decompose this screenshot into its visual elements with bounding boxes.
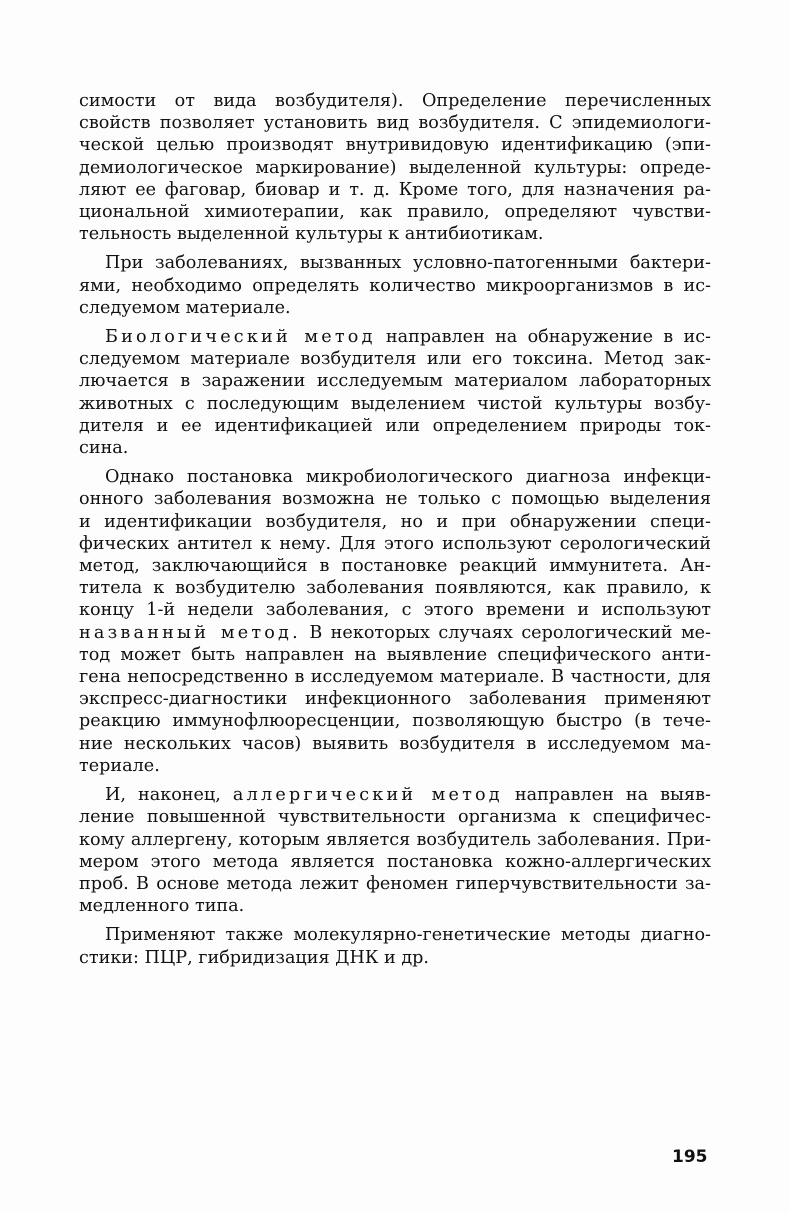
text-line: проб. В основе метода лежит феномен гиперчувствительности за- [79,873,711,894]
text-line: следуемом материале. [79,297,291,318]
text-fragment: направлен на обнаружение в ис- [375,327,711,348]
term-named-method: названный метод. [79,622,301,643]
text-fragment: В некоторых случаях серологический ме- [300,622,711,643]
text-line: лючается в заражении исследуемым материалом лабораторных [79,371,711,392]
paragraph-4 [79,466,711,777]
text-line: фических антител к нему. Для этого используют серологический [79,533,711,554]
text-line: циональной химиотерапии, как правило, определяют чувстви- [79,202,711,223]
text-line: ние нескольких часов) выявить возбудителя в исследуемом ма- [79,733,711,754]
text-line [79,784,711,806]
text-line: животных с последующим выделением чистой культуры возбу- [79,393,711,414]
text-line: медленного типа. [79,896,245,917]
text-line: тод может быть направлен на выявление специфического анти- [79,644,711,665]
text-line: демиологическое маркирование) выделенной культуры: опреде- [79,157,711,178]
term-biological-method: Биологический метод [105,327,376,348]
text-line: гена непосредственно в исследуемом материале. В частности, для [79,667,711,688]
paragraph-3 [79,326,711,459]
text-line: симости от вида возбудителя). Определение перечисленных [79,91,711,111]
text-line: следуемом материале возбудителя или его токсина. Метод зак- [79,349,711,370]
paragraph-2 [79,252,711,319]
body-text [79,90,711,976]
text-line: ление повышенной чувствительности организма к специфичес- [79,807,711,828]
text-line [79,326,711,348]
text-line: стики: ПЦР, гибридизация ДНК и др. [79,947,430,968]
text-line [79,622,711,644]
text-line: териале. [79,755,160,776]
text-fragment: И, наконец, [105,785,233,806]
text-line: экспресс-диагностики инфекционного заболевания применяют [79,689,711,710]
text-line: мером этого метода является постановка кожно-аллергических [79,851,711,872]
page-number: 195 [672,1147,708,1167]
text-fragment: направлен на выяв- [502,785,711,806]
text-line: и идентификации возбудителя, но и при обнаружении специ- [79,511,711,532]
text-line: Однако постановка микробиологического диагноза инфекци- [105,467,711,488]
text-line: концу 1-й недели заболевания, с этого времени и используют [79,600,711,621]
text-line: Применяют также молекулярно-генетические методы диагно- [105,925,711,946]
text-line: При заболеваниях, вызванных условно-патогенными бактери- [105,253,711,274]
text-line: тельность выделенной культуры к антибиотикам. [79,224,544,245]
text-line: сина. [79,438,129,459]
text-line: реакцию иммунофлюоресценции, позволяющую быстро (в тече- [79,711,711,732]
paragraph-5 [79,784,711,917]
text-line: кому аллергену, которым является возбудитель заболевания. При- [79,829,711,850]
text-line: титела к возбудителю заболевания появляются, как правило, к [79,578,711,599]
text-line: дителя и ее идентификацией или определением природы ток- [79,415,711,436]
paragraph-1 [79,90,711,245]
text-line: метод, заключающийся в постановке реакций иммунитета. Ан- [79,556,711,577]
text-line: ляют ее фаговар, биовар и т. д. Кроме того, для назначения ра- [79,179,711,200]
text-line: ческой целью производят внутривидовую идентификацию (эпи- [79,135,711,156]
text-line: ями, необходимо определять количество микроорганизмов в ис- [79,275,711,296]
text-line: свойств позволяет установить вид возбудителя. С эпидемиологи- [79,113,711,134]
text-line: онного заболевания возможна не только с помощью выделения [79,489,711,510]
term-allergic-method: аллергический метод [232,785,503,806]
paragraph-6 [79,924,711,968]
